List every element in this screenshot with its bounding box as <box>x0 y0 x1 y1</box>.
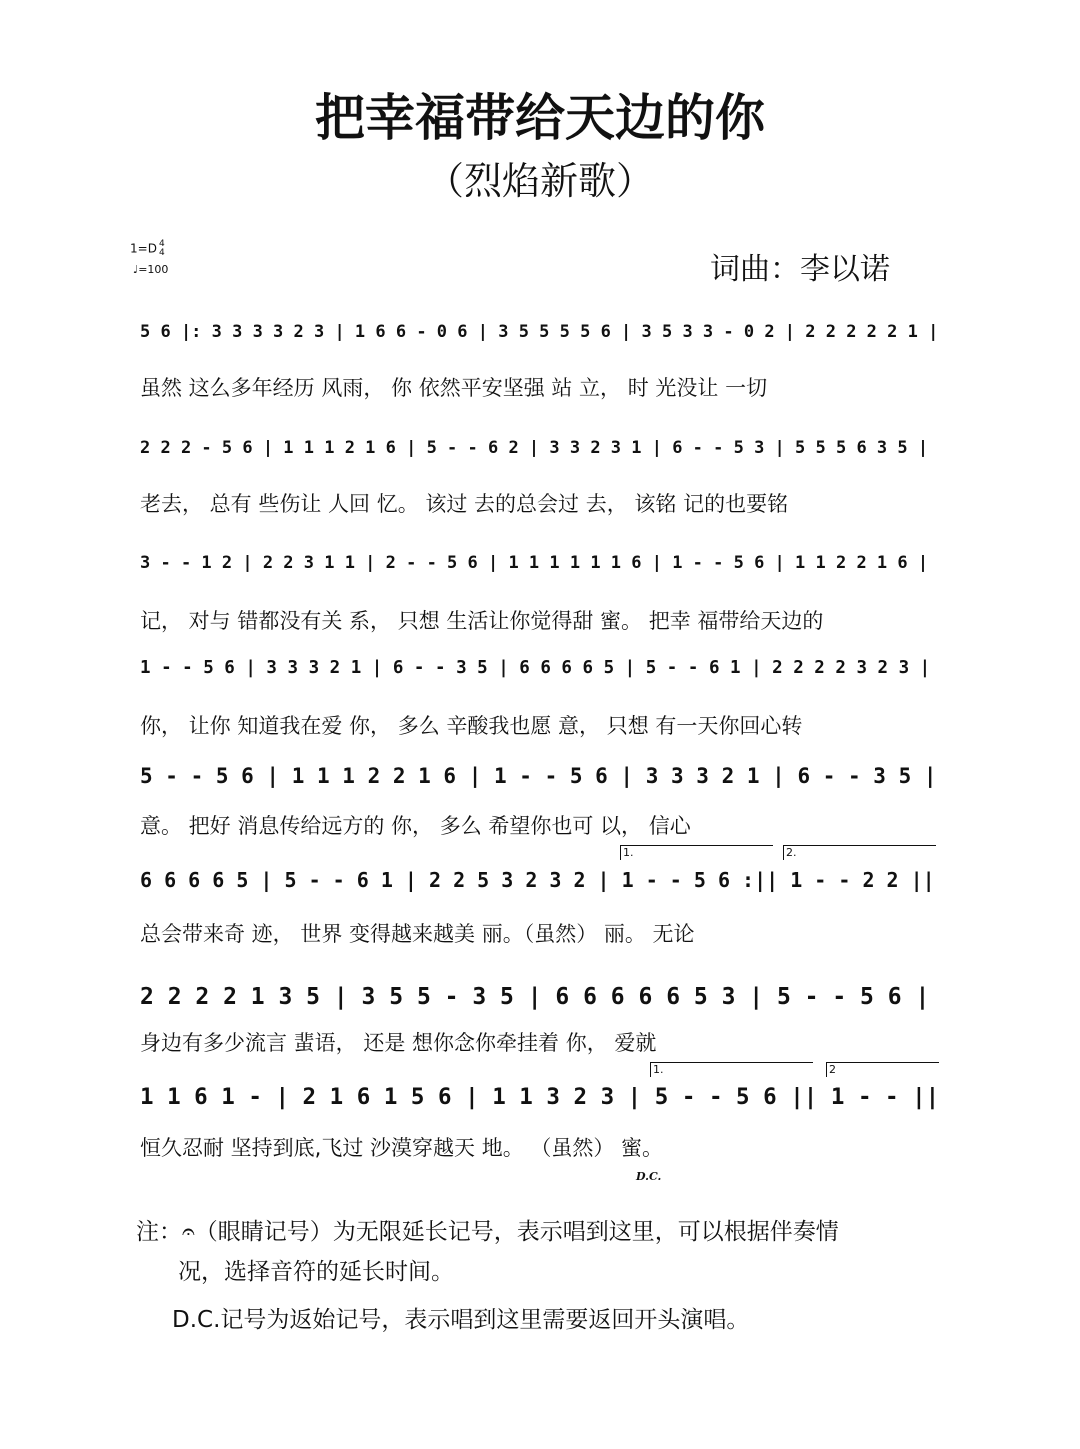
dc-mark: D.C. <box>636 1170 662 1183</box>
footnote-line-1: 注：𝄐（眼睛记号）为无限延长记号，表示唱到这里，可以根据伴奏情 <box>136 1219 839 1245</box>
notation: 2 2 2 - 5 6 | 1 1 1 2 1 6 | 5 - - 6 2 | 3 3 2 3 1 | 6 - - 5 3 | 5 5 5 6 3 5 | <box>140 438 929 458</box>
footnote-line-2: 况，选择音符的延长时间。 <box>178 1259 454 1285</box>
lyric-line-2: 老去， 总有 些伤让 人回 忆。 该过 去的总会过 去， 该铭 记的也要铭 <box>140 492 789 516</box>
volta-bracket-1: 1. <box>620 845 773 860</box>
key-time-signature <box>130 240 165 258</box>
lyric-line-8: 恒久忍耐 坚持到底,飞过 沙漠穿越天 地。 （虽然） 蜜。 <box>140 1136 664 1160</box>
notation: 3 - - 1 2 | 2 2 3 1 1 | 2 - - 5 6 | 1 1 1 1 1 1 6 | 1 - - 5 6 | 1 1 2 2 1 6 | <box>140 553 929 573</box>
composer-credit: 词曲：李以诺 <box>710 252 890 287</box>
score-row-7 <box>140 980 940 1024</box>
notation: 5 - - 5 6 | 1 1 1 2 2 1 6 | 1 - - 5 6 | 3 3 3 2 1 | 6 - - 3 5 | <box>140 764 937 788</box>
score-row-6 <box>140 864 940 908</box>
notation: 1 1 6 1 - | 2 1 6 1 5 6 | 1 1 3 2 3 | 5 - - 5 6 || 1 - - || <box>140 1084 940 1110</box>
footnote-block <box>136 1212 936 1340</box>
notation: 6 6 6 6 5 | 5 - - 6 1 | 2 2 5 3 2 3 2 | 1 - - 5 6 :|| 1 - - 2 2 || <box>140 868 935 892</box>
score-row-2 <box>140 434 940 478</box>
tempo-mark: ♩=100 <box>133 263 169 276</box>
notation: 1 - - 5 6 | 3 3 3 2 1 | 6 - - 3 5 | 6 6 6 6 5 | 5 - - 6 1 | 2 2 2 2 3 2 3 | <box>140 658 931 678</box>
lyric-line-5: 意。 把好 消息传给远方的 你， 多么 希望你也可 以， 信心 <box>140 814 691 838</box>
lyric-line-7: 身边有多少流言 蜚语， 还是 想你念你牵挂着 你， 爱就 <box>140 1031 657 1055</box>
footnote-line-3: D.C.记号为返始记号，表示唱到这里需要返回开头演唱。 <box>172 1307 750 1333</box>
notation: 2 2 2 2 1 3 5 | 3 5 5 - 3 5 | 6 6 6 6 6 5 3 | 5 - - 5 6 | <box>140 984 930 1010</box>
score-row-5 <box>140 760 940 804</box>
lyric-line-4: 你， 让你 知道我在爱 你， 多么 辛酸我也愿 意， 只想 有一天你回心转 <box>140 714 803 738</box>
lyric-line-6: 总会带来奇 迹， 世界 变得越来越美 丽。（虽然） 丽。 无论 <box>140 922 695 946</box>
score-row-1 <box>140 318 940 362</box>
score-row-8 <box>140 1080 940 1124</box>
key-signature: 1=D <box>130 241 157 256</box>
song-subtitle: （烈焰新歌） <box>425 159 654 203</box>
time-signature: 4 4 <box>158 239 165 258</box>
score-row-3 <box>140 549 940 593</box>
lyric-line-3: 记， 对与 错都没有关 系， 只想 生活让你觉得甜 蜜。 把幸 福带给天边的 <box>140 609 824 633</box>
lyric-line-1: 虽然 这么多年经历 风雨， 你 依然平安坚强 站 立， 时 光没让 一切 <box>140 376 768 400</box>
volta-bracket-1b: 1. <box>650 1062 813 1077</box>
score-row-4 <box>140 654 940 698</box>
notation: 5 6 |: 3 3 3 3 2 3 | 1 6 6 - 0 6 | 3 5 5 5 5 6 | 3 5 3 3 - 0 2 | 2 2 2 2 2 1 | <box>140 322 939 342</box>
volta-bracket-2: 2. <box>783 845 936 860</box>
volta-bracket-2b: 2 <box>826 1062 939 1077</box>
song-title: 把幸福带给天边的你 <box>315 88 765 147</box>
